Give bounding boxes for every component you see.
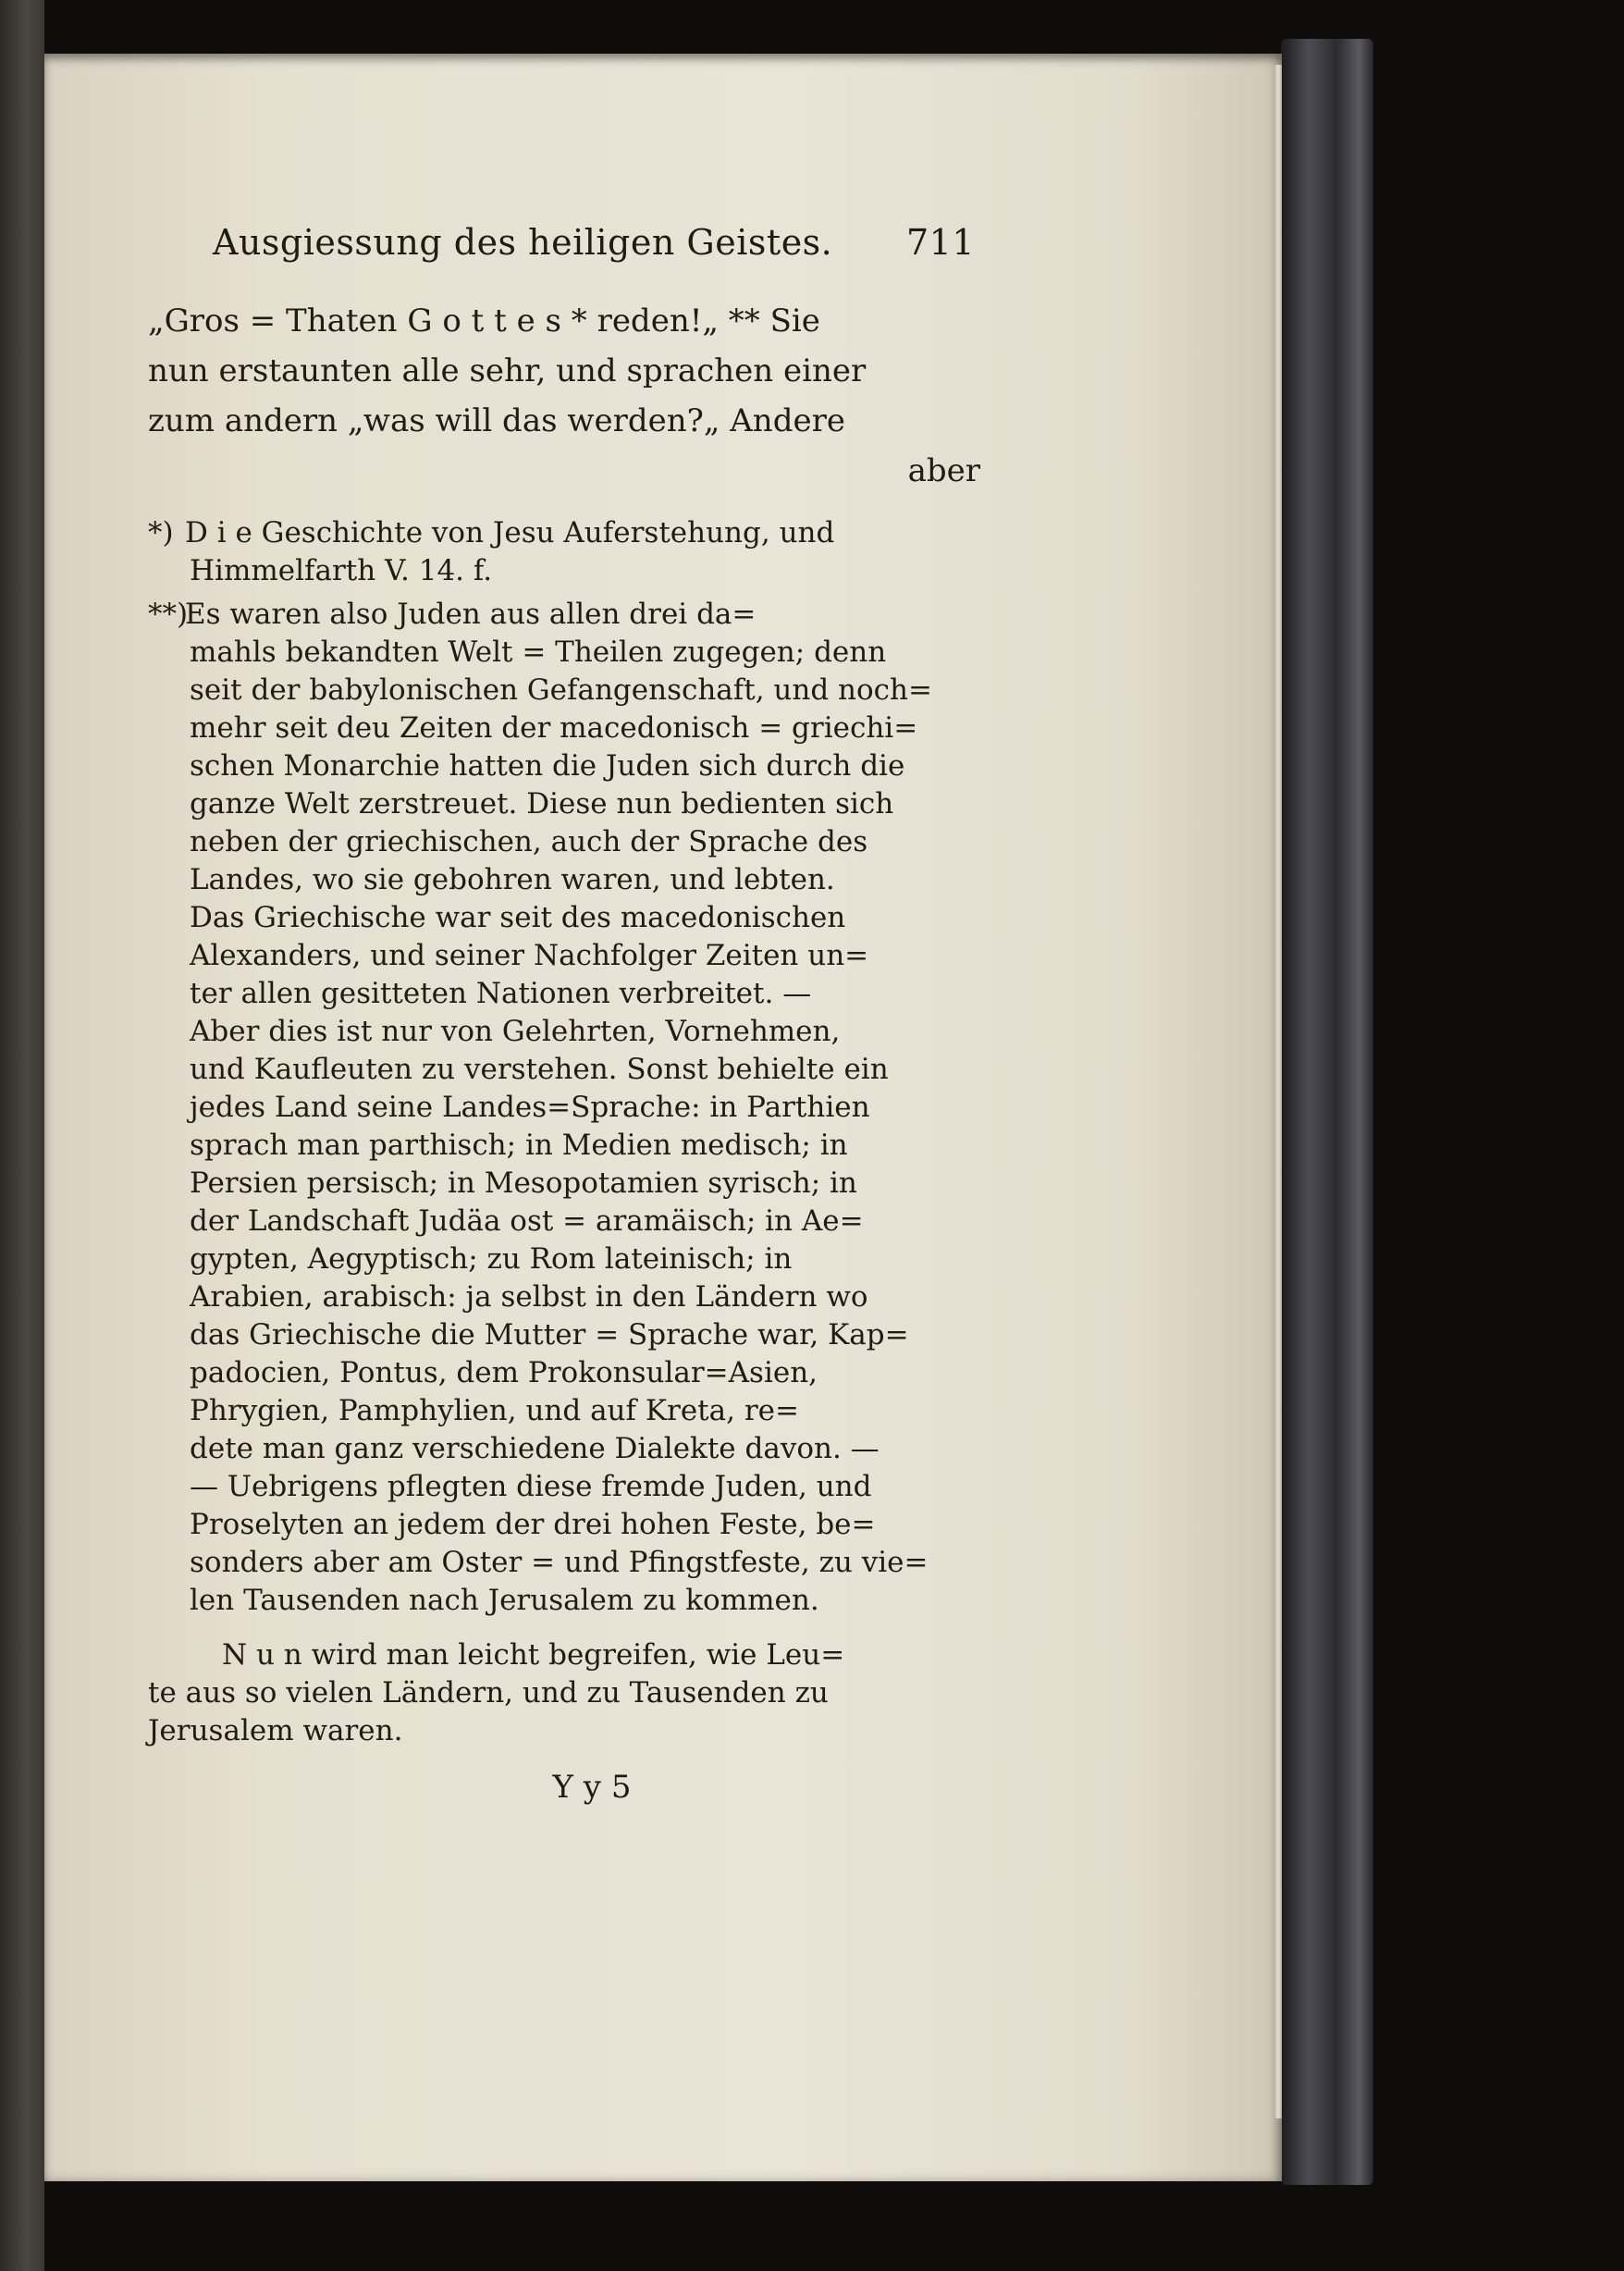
footnote-line: sonders aber am Oster = und Pfingstfeste, zu vie=	[190, 1546, 929, 1579]
signature-mark: Y y 5	[552, 1769, 632, 1806]
footnote-line: *) D i e Geschichte von Jesu Auferstehung, und	[148, 514, 980, 552]
running-title: Ausgiessung des heiligen Geistes.	[213, 222, 833, 263]
text-line: Jerusalem waren.	[148, 1714, 403, 1747]
footnote-line: Proselyten an jedem der drei hohen Feste, be=	[190, 1508, 876, 1541]
text-line: „Gros = Thaten G o t t e s * reden!„ ** Sie	[148, 302, 820, 339]
footnote-line: Alexanders, und seiner Nachfolger Zeiten un=	[190, 939, 869, 972]
footnote-line: Landes, wo sie gebohren waren, und lebten.	[190, 863, 835, 896]
book-binding	[1281, 39, 1373, 2185]
page-fore-edge	[1274, 65, 1282, 2118]
footnote-line: ganze Welt zerstreuet. Diese nun bedienten sich	[190, 787, 894, 821]
footnote-line: Persien persisch; in Mesopotamien syrisch; in	[190, 1166, 857, 1200]
footnote-line: len Tausenden nach Jerusalem zu kommen.	[190, 1584, 819, 1617]
footnote-2	[148, 596, 980, 1620]
footnote-1	[148, 514, 980, 590]
footnote-line: sprach man parthisch; in Medien medisch; in	[190, 1129, 848, 1162]
text-line: nun erstaunten alle sehr, und sprachen einer	[148, 352, 867, 389]
running-header	[148, 222, 980, 296]
page-text	[148, 222, 980, 1806]
footnote-line: gypten, Aegyptisch; zu Rom lateinisch; in	[190, 1242, 793, 1276]
footnote-line: Himmelfarth V. 14. f.	[190, 554, 493, 587]
footnote-line: seit der babylonischen Gefangenschaft, und noch=	[190, 673, 932, 707]
footnote-line: Phrygien, Pamphylien, und auf Kreta, re=	[190, 1394, 799, 1427]
catchword: aber	[907, 452, 980, 489]
footnote-line: neben der griechischen, auch der Sprache des	[190, 825, 868, 858]
footnote-line: und Kaufleuten zu verstehen. Sonst behielte ein	[190, 1053, 889, 1086]
footnote-mark: *)	[148, 516, 174, 549]
closing-paragraph	[148, 1636, 980, 1750]
text-line: zum andern „was will das werden?„ Andere	[148, 402, 845, 439]
footnote-line: schen Monarchie hatten die Juden sich durch die	[190, 749, 905, 783]
text-line: te aus so vielen Ländern, und zu Tausenden zu	[148, 1676, 829, 1709]
text-line: N u n wird man leicht begreifen, wie Leu=	[222, 1638, 845, 1672]
footnote-line: padocien, Pontus, dem Prokonsular=Asien,	[190, 1356, 818, 1389]
footnote-line: Das Griechische war seit des macedonischen	[190, 901, 846, 934]
footnote-line: dete man ganz verschiedene Dialekte davon. —	[190, 1432, 880, 1465]
page-number: 711	[905, 222, 975, 263]
footnote-line: mahls bekandten Welt = Theilen zugegen; denn	[190, 636, 887, 669]
main-text	[148, 296, 980, 496]
footnote-line: das Griechische die Mutter = Sprache war, Kap=	[190, 1318, 909, 1351]
footnote-line: Aber dies ist nur von Gelehrten, Vornehmen,	[190, 1015, 841, 1048]
footnote-line: — Uebrigens pflegten diese fremde Juden, und	[190, 1470, 872, 1503]
footnotes	[148, 514, 980, 1620]
facing-page-edge	[0, 0, 44, 2271]
footnote-line: mehr seit deu Zeiten der macedonisch = griechi=	[190, 711, 918, 745]
footnote-mark: **)	[148, 598, 189, 631]
footnote-line: Arabien, arabisch: ja selbst in den Ländern wo	[190, 1280, 868, 1314]
footnote-line: ter allen gesitteten Nationen verbreitet. —	[190, 977, 812, 1010]
footnote-line: jedes Land seine Landes=Sprache: in Parthien	[190, 1091, 870, 1124]
footnote-line: **)Es waren also Juden aus allen drei da=	[148, 596, 980, 634]
footnote-line: der Landschaft Judäa ost = aramäisch; in Ae=	[190, 1204, 864, 1238]
